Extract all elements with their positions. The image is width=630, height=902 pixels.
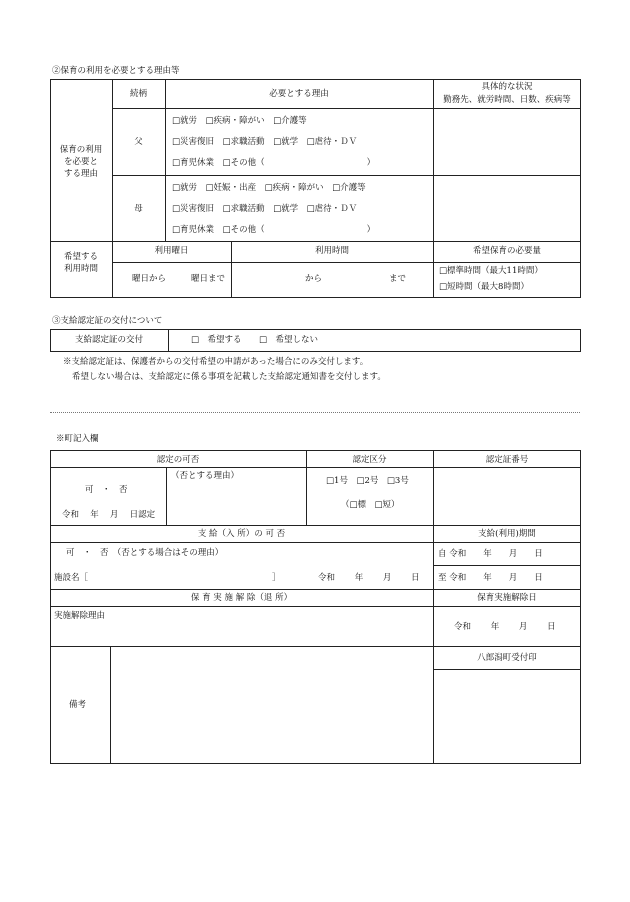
- number-header: 認定証番号: [485, 455, 529, 465]
- certification-date[interactable]: 令和 年 月 日認定: [62, 510, 156, 520]
- period-header: 支給(利用)期間: [478, 529, 536, 539]
- use-time-header: 利用時間: [314, 246, 349, 256]
- certificate-wish-no[interactable]: □ 希望しない: [259, 335, 319, 345]
- supply-date[interactable]: 令和 年 月 日: [318, 573, 420, 583]
- time-from-field[interactable]: から: [305, 274, 323, 284]
- need-amount-header: 希望保育の必要量: [472, 246, 541, 256]
- release-header: 保 育 実 施 解 除（退 所）: [190, 593, 293, 603]
- use-day-header: 利用曜日: [154, 246, 189, 256]
- approval-ka-hi[interactable]: 可 ・ 否: [85, 485, 128, 495]
- remarks-label: 備考: [69, 700, 87, 710]
- office-title: ※町記入欄: [56, 434, 99, 444]
- col-relation-header: 続柄: [129, 89, 147, 99]
- certificate-label: 支給認定証の交付: [74, 335, 143, 345]
- cut-line: [50, 412, 580, 413]
- supply-ka-hi[interactable]: 可 ・ 否 （否とする場合はその理由）: [66, 548, 224, 558]
- father-label: 父: [134, 137, 143, 147]
- class-options[interactable]: □1号 □2号 □3号: [326, 476, 409, 486]
- facility-name-end: ］: [272, 573, 281, 583]
- certificate-wish-yes[interactable]: □ 希望する: [191, 335, 242, 345]
- period-to-date[interactable]: 至 令和 年 月 日: [438, 573, 543, 583]
- section2-title: ②保育の利用を必要とする理由等: [52, 66, 180, 76]
- standard-time-checkbox[interactable]: □標準時間（最大11時間）: [439, 266, 543, 276]
- reason-label-2: を必要と: [63, 157, 98, 167]
- section3-title: ③支給認定証の交付について: [52, 316, 163, 326]
- release-reason-label: 実施解除理由: [54, 611, 106, 621]
- father-reason-line3[interactable]: □育児休業 □その他（ ）: [172, 158, 376, 168]
- certificate-note-1: ※支給認定証は、保護者からの交付希望の申請があった場合にのみ交付します。: [63, 357, 369, 367]
- reason-label-1: 保育の利用: [59, 145, 103, 155]
- period-from-date[interactable]: 自 令和 年 月 日: [438, 549, 543, 559]
- mother-label: 母: [134, 204, 143, 214]
- class-header: 認定区分: [352, 455, 387, 465]
- wish-label-2: 利用時間: [63, 264, 98, 274]
- mother-reason-line1[interactable]: □就労 □妊娠・出産 □疾病・障がい □介護等: [172, 183, 366, 193]
- col-detail-header-1: 具体的な状況: [481, 82, 533, 92]
- wish-label-1: 希望する: [63, 252, 98, 262]
- certificate-note-2: 希望しない場合は、支給認定に係る事項を記載した支給認定通知書を交付します。: [72, 372, 386, 382]
- time-to-field[interactable]: まで: [389, 274, 407, 284]
- col-detail-header-2: 勤務先、就労時間、日数、疾病等: [443, 95, 571, 105]
- release-date[interactable]: 令和 年 月 日: [454, 622, 556, 632]
- day-from-field[interactable]: 曜日から: [132, 274, 167, 284]
- mother-reason-line3[interactable]: □育児休業 □その他（ ）: [172, 225, 376, 235]
- class-time-options[interactable]: （□標 □短）: [341, 500, 400, 510]
- short-time-checkbox[interactable]: □短時間（最大8時間）: [439, 282, 529, 292]
- day-to-field[interactable]: 曜日まで: [191, 274, 226, 284]
- reason-label-3: する理由: [63, 169, 98, 179]
- denial-reason-label: （否とする理由）: [171, 471, 240, 481]
- col-reason-header: 必要とする理由: [269, 89, 329, 99]
- supply-header: 支 給（入 所）の 可 否: [197, 529, 286, 539]
- release-date-header: 保育実施解除日: [477, 593, 537, 603]
- reception-stamp-label: 八郎潟町受付印: [477, 653, 537, 663]
- facility-name-label: 施設名［: [54, 573, 89, 583]
- father-reason-line2[interactable]: □災害復旧 □求職活動 □就学 □虐待・ＤＶ: [172, 137, 358, 147]
- approval-header: 認定の可否: [156, 455, 200, 465]
- mother-reason-line2[interactable]: □災害復旧 □求職活動 □就学 □虐待・ＤＶ: [172, 204, 358, 214]
- father-reason-line1[interactable]: □就労 □疾病・障がい □介護等: [172, 116, 307, 126]
